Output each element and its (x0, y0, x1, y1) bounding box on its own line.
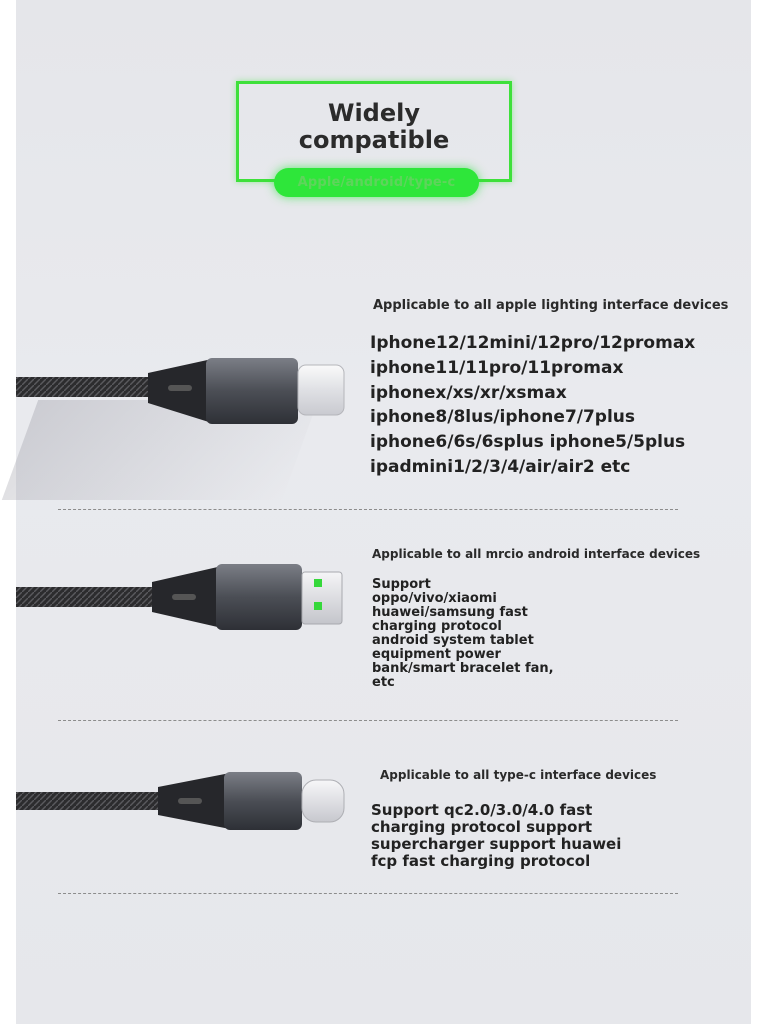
device-line: equipment power (372, 647, 501, 662)
device-line: Support (372, 577, 431, 592)
title-line-2: compatible (298, 126, 450, 154)
section-divider (58, 509, 678, 510)
device-line: iphonex/xs/xr/xsmax (370, 383, 567, 403)
section-divider (58, 720, 678, 721)
lightning-cable-image (16, 355, 346, 430)
device-line: Support qc2.0/3.0/4.0 fast (371, 801, 593, 819)
device-line: oppo/vivo/xiaomi (372, 591, 497, 606)
type-c-cable-image (16, 770, 351, 834)
device-line: supercharger support huawei (371, 835, 622, 853)
device-line: ipadmini1/2/3/4/air/air2 etc (370, 457, 631, 477)
section-heading-type-c: Applicable to all type-c interface devices (380, 768, 657, 782)
device-line: fcp fast charging protocol (371, 852, 591, 870)
device-line: bank/smart bracelet fan, (372, 661, 554, 676)
device-line: etc (372, 675, 395, 690)
device-line: iphone11/11pro/11promax (370, 358, 624, 378)
device-line: charging protocol (372, 619, 502, 634)
device-line: Iphone12/12mini/12pro/12promax (370, 333, 696, 353)
device-line: iphone6/6s/6splus iphone5/5plus (370, 432, 686, 452)
section-divider (58, 893, 678, 894)
section-heading-lightning: Applicable to all apple lighting interface devices (373, 298, 729, 313)
device-line: huawei/samsung fast (372, 605, 528, 620)
device-line: iphone8/8lus/iphone7/7plus (370, 407, 636, 427)
title-line-1: Widely (327, 99, 421, 127)
micro-usb-cable-image (16, 562, 351, 634)
page-title (236, 100, 512, 154)
section-heading-micro-usb: Applicable to all mrcio android interface devices (372, 547, 701, 561)
compatibility-badge: Apple/android/type-c (274, 168, 479, 197)
device-line: android system tablet (372, 633, 534, 648)
device-line: charging protocol support (371, 818, 593, 836)
